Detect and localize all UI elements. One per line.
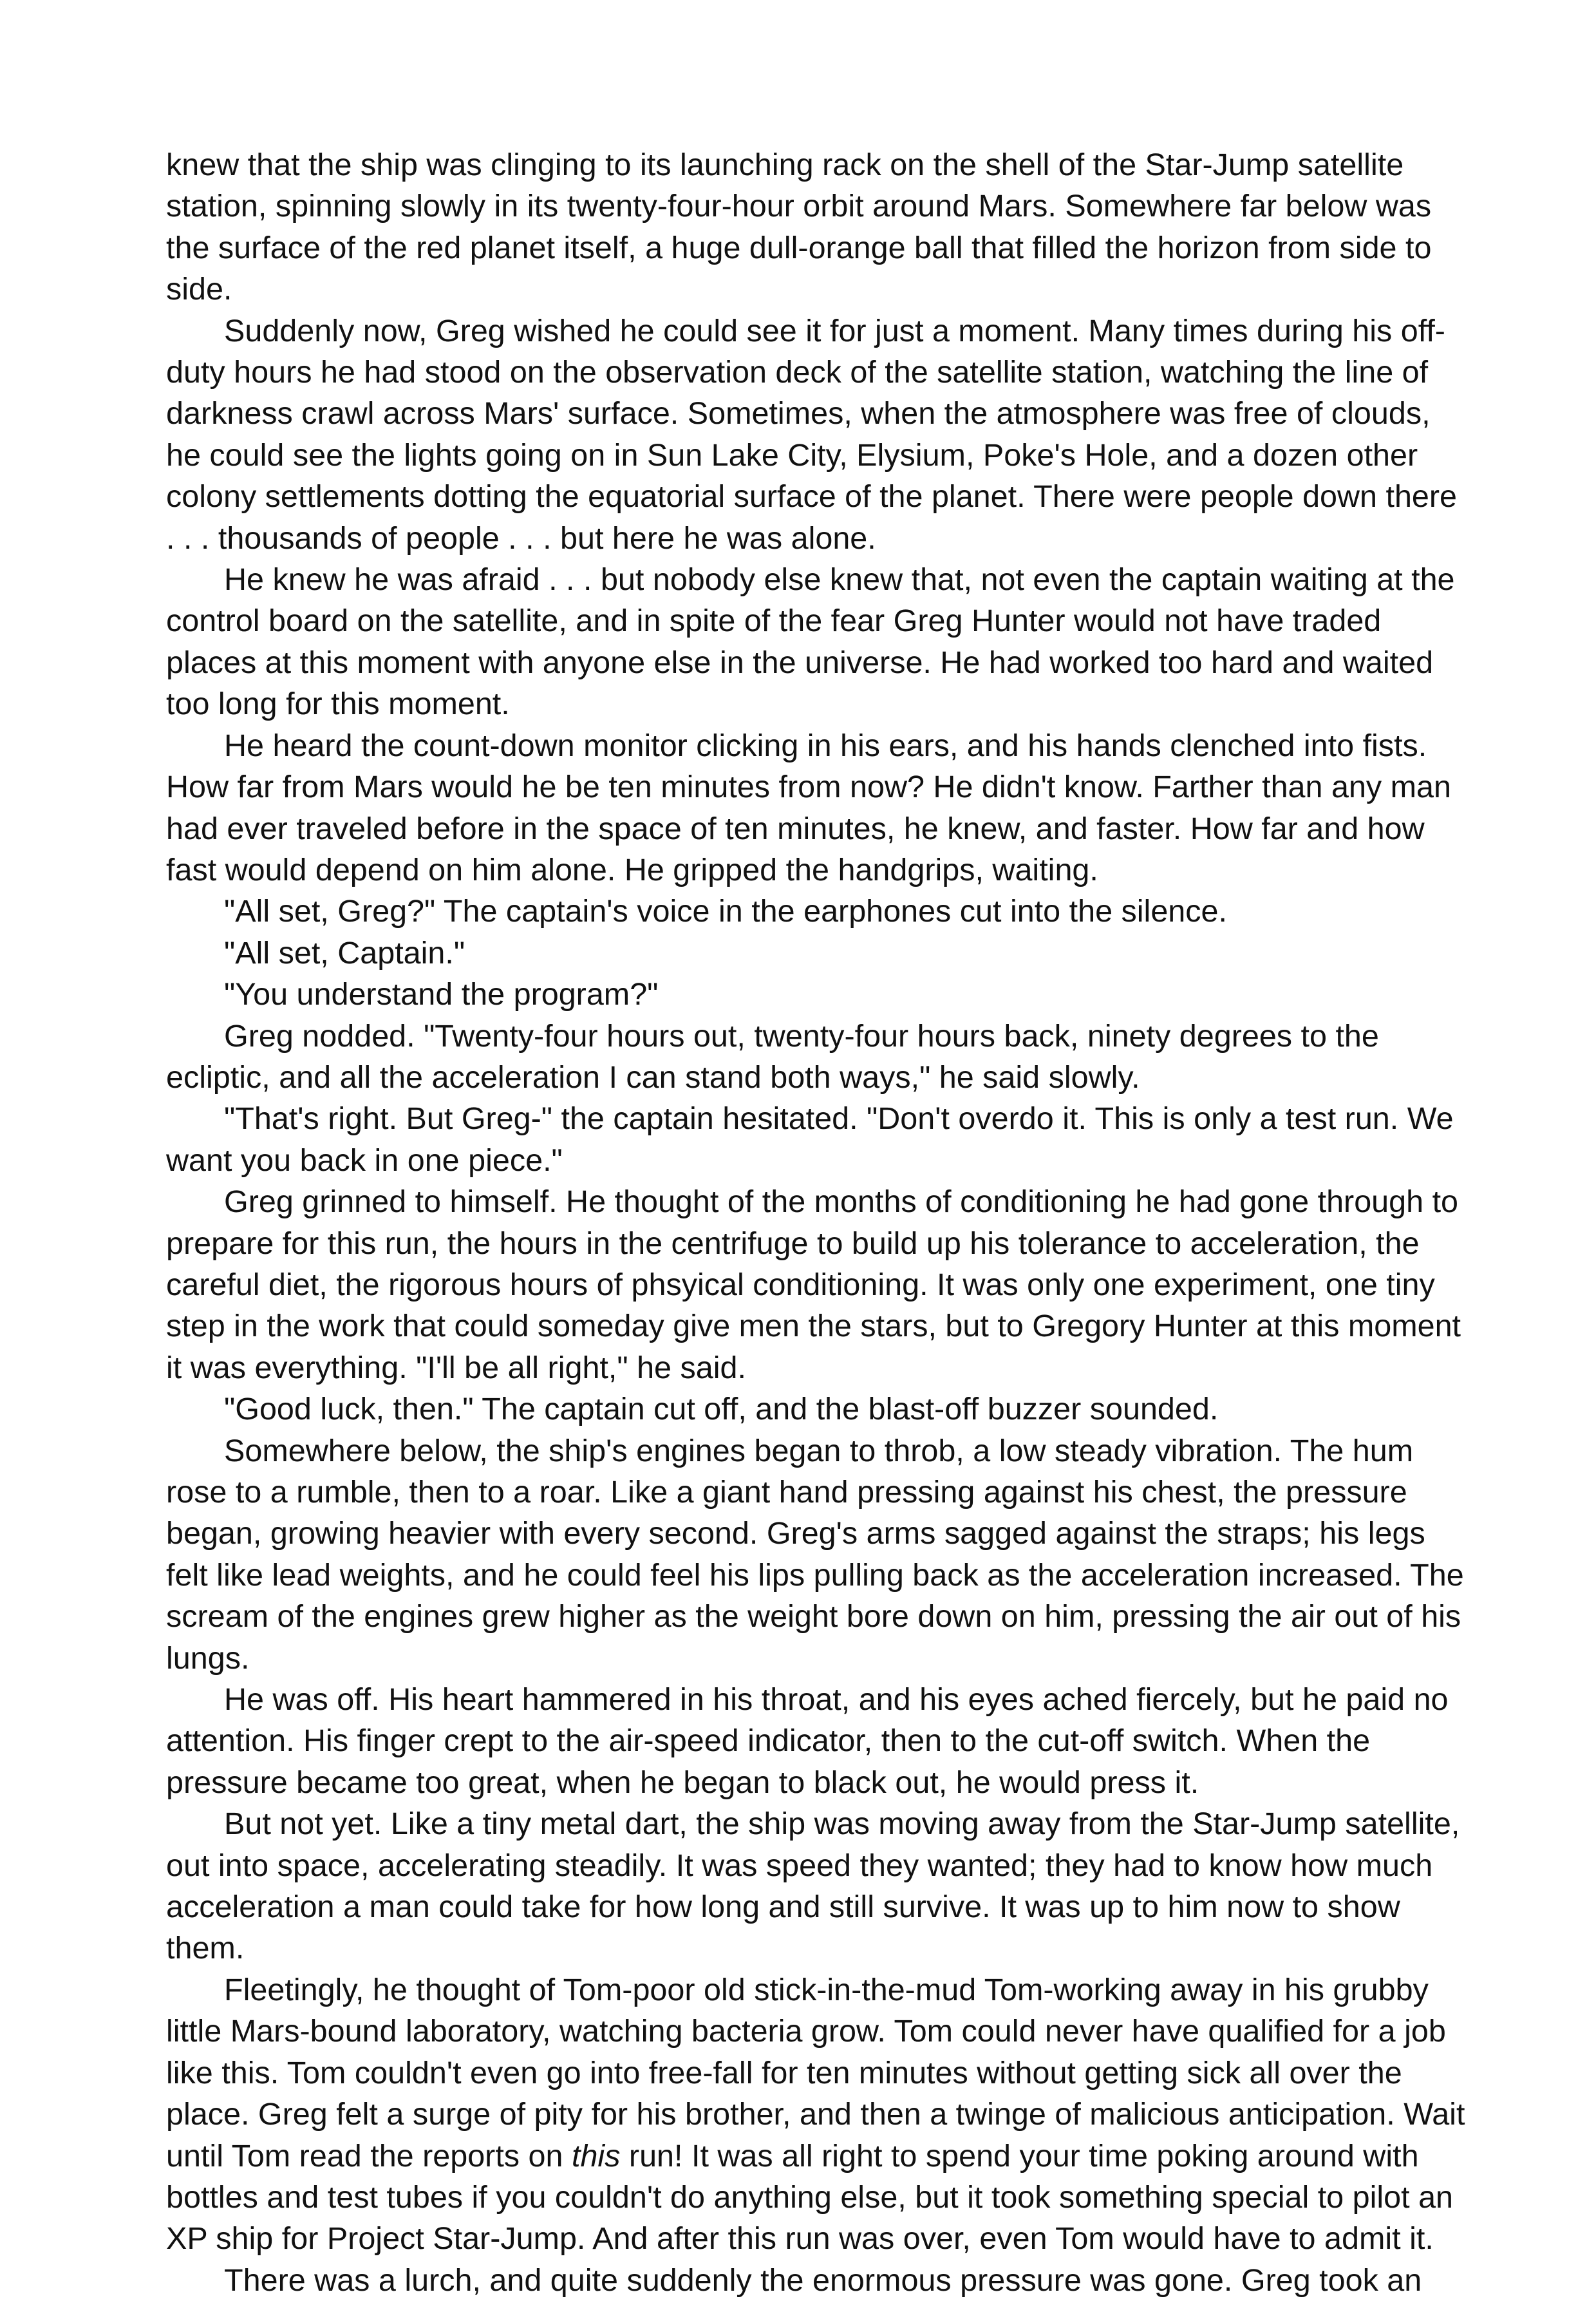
paragraph-5: "All set, Greg?" The captain's voice in the earphones cut into the silence. — [224, 894, 1227, 929]
book-page — [166, 144, 1467, 2301]
paragraph-14: But not yet. Like a tiny metal dart, the ship was moving away from the Star-Jump satellite, out into space, accelerating steadily. It was speed they wanted; they had to know how much acceleration a man could take for how long and still survive. It was up to him now to show them. — [166, 1806, 1460, 1966]
paragraph-15-emphasis: this — [571, 2138, 621, 2173]
paragraph-12: Somewhere below, the ship's engines began to throb, a low steady vibration. The hum rose to a rumble, then to a roar. Like a giant hand pressing against his chest, the pressure began, growing heavier with every second. Greg's arms sagged against the straps; his legs felt like lead weights, and he could feel his lips pulling back as the acceleration increased. The scream of the engines grew higher as the weight bore down on him, pressing the air out of his lungs. — [166, 1433, 1464, 1676]
paragraph-16: There was a lurch, and quite suddenly the enormous pressure was gone. Greg took an — [224, 2262, 1422, 2298]
paragraph-15-mid: Wait until Tom read the reports on — [166, 2097, 1465, 2173]
paragraph-3: He knew he was afraid . . . but nobody else knew that, not even the captain waiting at the control board on the satellite, and in spite of the fear Greg Hunter would not have traded places at this moment with anyone else in the universe. He had worked too hard and waited too long for this moment. — [166, 562, 1455, 722]
paragraph-15-start: Fleetingly, he thought of Tom-poor old stick-in-the-mud Tom-working away in his grubby little Mars-bound laboratory, watching bacteria grow. Tom could never have qualified for a job like this. Tom couldn't even go into free-fall for ten minutes without getting sick all over the place. Greg felt a surge of pity for his brother, and then a twinge of malicious anticipation. — [166, 1972, 1446, 2132]
paragraph-6: "All set, Captain." — [224, 935, 465, 971]
paragraph-11: "Good luck, then." The captain cut off, and the blast-off buzzer sounded. — [224, 1392, 1219, 1427]
paragraph-10: Greg grinned to himself. He thought of the months of conditioning he had gone through to prepare for this run, the hours in the centrifuge to build up his tolerance to acceleration, the careful diet, the rigorous hours of phsyical conditioning. It was only one experiment, one tiny step in the work that could someday give men the stars, but to Gregory Hunter at this moment it was everything. "I'll be all right," he said. — [166, 1184, 1461, 1385]
paragraph-13: He was off. His heart hammered in his throat, and his eyes ached fiercely, but he paid no attention. His finger crept to the air-speed indicator, then to the cut-off switch. When the pressure became too great, when he began to black out, he would press it. — [166, 1682, 1449, 1800]
paragraph-1: knew that the ship was clinging to its launching rack on the shell of the Star-Jump satellite station, spinning slowly in its twenty-four-hour orbit around Mars. Somewhere far below was the surface of the red planet itself, a huge dull-orange ball that filled the horizon from side to side. — [166, 147, 1432, 307]
paragraph-9: "That's right. But Greg-" the captain hesitated. "Don't overdo it. This is only a test run. We want you back in one piece." — [166, 1101, 1454, 1178]
paragraph-4: He heard the count-down monitor clicking in his ears, and his hands clenched into fists. How far from Mars would he be ten minutes from now? He didn't know. Farther than any man had ever traveled before in the space of ten minutes, he knew, and faster. How far and how fast would depend on him alone. He gripped the handgrips, waiting. — [166, 728, 1451, 887]
paragraph-2: Suddenly now, Greg wished he could see it for just a moment. Many times during his off-duty hours he had stood on the observation deck of the satellite station, watching the line of darkness crawl across Mars' surface. Sometimes, when the atmosphere was free of clouds, he could see the lights going on in Sun Lake City, Elysium, Poke's Hole, and a dozen other colony settlements dotting the equatorial surface of the planet. There were people down there . . . thousands of people . . . but here he was alone. — [166, 313, 1458, 556]
paragraph-7: "You understand the program?" — [224, 977, 659, 1012]
paragraph-8: Greg nodded. "Twenty-four hours out, twenty-four hours back, ninety degrees to the ecliptic, and all the acceleration I can stand both ways," he said slowly. — [166, 1018, 1379, 1095]
paragraph-15-end: run! It was all right to spend your time poking around with bottles and test tubes if you couldn't do anything else, but it took something special to pilot an XP ship for Project Star-Jump. And after this run was over, even Tom would have to admit it. — [166, 2138, 1454, 2257]
paragraph-15 — [166, 1969, 1467, 2260]
